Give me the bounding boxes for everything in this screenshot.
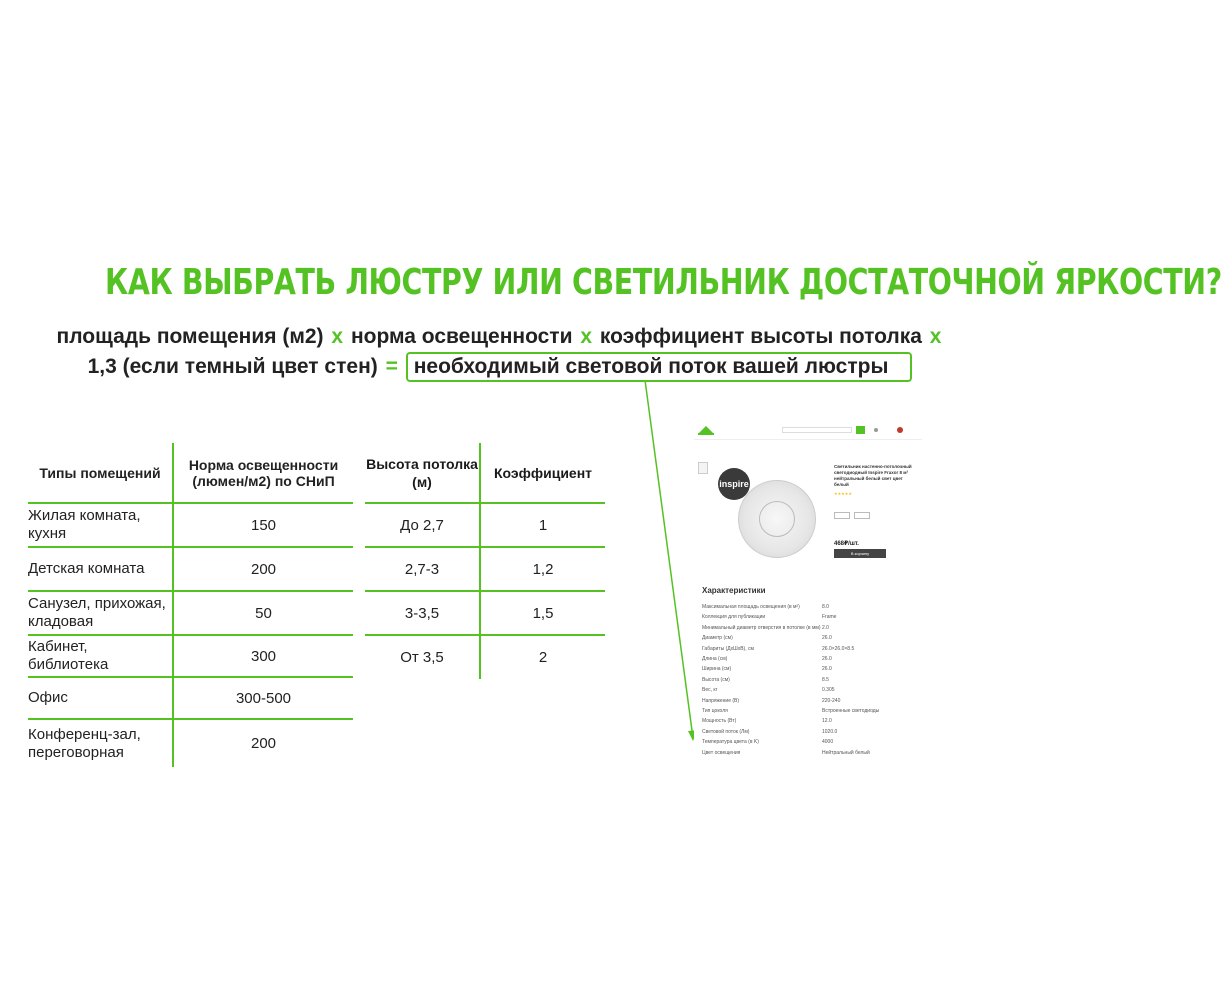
room-norm: 50	[173, 591, 353, 635]
formula-op-multiply: x	[331, 325, 344, 348]
table-row	[365, 503, 605, 547]
spec-row	[702, 666, 917, 677]
formula-op-equals: =	[385, 355, 398, 378]
spec-value: 0.305	[822, 687, 835, 694]
table-row	[365, 635, 605, 679]
spec-row	[702, 646, 917, 657]
table-row	[28, 635, 353, 677]
formula-term-dark-walls: 1,3 (если темный цвет стен)	[87, 355, 378, 378]
product-page-screenshot	[694, 420, 922, 765]
ceiling-height-table	[365, 443, 605, 679]
spec-key: Диаметр (см)	[702, 635, 733, 642]
table-row	[365, 547, 605, 591]
table-row	[28, 547, 353, 591]
page-title: КАК ВЫБРАТЬ ЛЮСТРУ ИЛИ СВЕТИЛЬНИК ДОСТАТОЧНОЙ ЯРКОСТИ?	[105, 262, 1222, 303]
rating-stars-icon: ★★★★★	[834, 491, 852, 496]
product-thumbnail[interactable]	[698, 462, 708, 474]
spec-value: 26.0	[822, 635, 832, 642]
brand-badge: inspire	[718, 468, 750, 500]
spec-key: Высота (см)	[702, 676, 730, 683]
table-header-row	[28, 443, 353, 503]
coef-value: 2	[480, 635, 605, 679]
spec-row	[702, 750, 917, 761]
header-coefficient: Коэффициент	[480, 443, 605, 503]
specs-heading: Характеристики	[702, 586, 766, 595]
search-button[interactable]	[856, 426, 865, 434]
formula-op-multiply: x	[929, 325, 942, 348]
product-image	[738, 480, 816, 558]
coef-value: 1,2	[480, 547, 605, 591]
spec-value: Встроенные светодиоды	[822, 708, 880, 714]
table-header-row	[365, 443, 605, 503]
spec-row	[702, 739, 917, 750]
table-row	[28, 591, 353, 635]
spec-value: 8.0	[822, 604, 829, 610]
room-norm: 200	[173, 547, 353, 591]
user-icon[interactable]	[874, 428, 878, 432]
header-illumination-norm: Норма освещенности (люмен/м2) по СНиП	[173, 443, 353, 503]
spec-row	[702, 625, 917, 636]
table-row	[28, 677, 353, 719]
room-name: Жилая комната, кухня	[28, 503, 173, 547]
spec-value: 2.0	[822, 624, 829, 631]
spec-key: Коллекция для публикации	[702, 614, 766, 621]
spec-value: 8.5	[822, 676, 829, 683]
spec-key: Световой поток (Лм)	[702, 728, 750, 735]
spec-key: Ширина (см)	[702, 666, 732, 673]
spec-value: 220-240	[822, 697, 841, 704]
spec-row	[702, 635, 917, 646]
header-ceiling-height: Высота потолка (м)	[365, 443, 480, 503]
spec-key: Максимальная площадь освещения (в м²)	[702, 604, 800, 610]
variant-option[interactable]	[854, 512, 870, 519]
lamp-center-ring	[759, 501, 795, 537]
product-price: 468₽/шт.	[834, 541, 859, 547]
room-name: Конференц-зал, переговорная	[28, 725, 141, 761]
spec-row	[702, 698, 917, 709]
room-name: Офис	[28, 677, 173, 719]
spec-value: 1020.0	[822, 728, 838, 735]
spec-key: Тип цоколя	[702, 708, 728, 714]
formula-result: необходимый световой поток вашей люстры	[413, 355, 889, 378]
spec-row	[702, 614, 917, 625]
height-value: От 3,5	[400, 649, 444, 666]
spec-value: 4000	[822, 739, 834, 746]
spec-key: Минимальный диаметр отверстия в потолке (в мм)	[702, 624, 821, 631]
spec-row	[702, 718, 917, 729]
header-room-types: Типы помещений	[28, 443, 173, 503]
spec-value: Frame	[822, 614, 837, 621]
spec-row	[702, 687, 917, 698]
table-row	[28, 503, 353, 547]
formula-op-multiply: x	[580, 325, 593, 348]
search-input[interactable]	[782, 427, 852, 433]
variant-option[interactable]	[834, 512, 850, 519]
spec-row	[702, 677, 917, 688]
store-header	[694, 420, 922, 440]
formula-term-area: площадь помещения (м2)	[56, 325, 324, 348]
spec-row	[702, 729, 917, 740]
height-value: 2,7-3	[365, 547, 480, 591]
spec-value: 26.0	[822, 666, 832, 673]
height-value: До 2,7	[365, 503, 480, 547]
pointer-line	[645, 380, 693, 738]
spec-value: Нейтральный белый	[822, 749, 870, 756]
spec-value: 26.0×26.0×8.5	[822, 645, 855, 652]
table-row	[28, 719, 353, 767]
room-norm: 300	[173, 635, 353, 677]
product-title: Светильник настенно-потолочный светодиодный Inspire Fraxor 8 м² нейтральный белый свет цвет белый	[834, 464, 912, 487]
store-logo-base	[698, 433, 714, 435]
room-name: Детская комната	[28, 547, 173, 591]
coef-value: 1	[480, 503, 605, 547]
spec-row	[702, 656, 917, 667]
spec-value: 12.0	[822, 718, 832, 725]
cart-icon[interactable]	[897, 427, 903, 433]
spec-row	[702, 708, 917, 719]
spec-key: Температура цвета (в K)	[702, 739, 759, 746]
room-norm: 150	[173, 503, 353, 547]
height-value: 3-3,5	[365, 591, 480, 635]
rooms-table	[28, 443, 353, 767]
spec-key: Вес, кг	[702, 687, 718, 694]
spec-key: Длина (см)	[702, 656, 728, 662]
formula-term-coef: коэффициент высоты потолка	[599, 325, 922, 348]
add-to-cart-button[interactable]: В корзину	[834, 549, 886, 558]
room-name: Санузел, прихожая, кладовая	[28, 591, 173, 635]
room-norm: 200	[173, 719, 353, 767]
table-row	[365, 591, 605, 635]
formula-term-norm: норма освещенности	[350, 325, 573, 348]
spec-key: Габариты (ДхШхВ), см	[702, 645, 754, 652]
spec-key: Цвет освещения	[702, 749, 741, 756]
room-norm: 300-500	[173, 677, 353, 719]
spec-row	[702, 604, 917, 615]
spec-value: 26.0	[822, 656, 832, 662]
spec-key: Мощность (Вт)	[702, 718, 737, 725]
coef-value: 1,5	[480, 591, 605, 635]
room-name: Кабинет, библиотека	[28, 635, 173, 677]
spec-key: Напряжение (В)	[702, 697, 740, 704]
